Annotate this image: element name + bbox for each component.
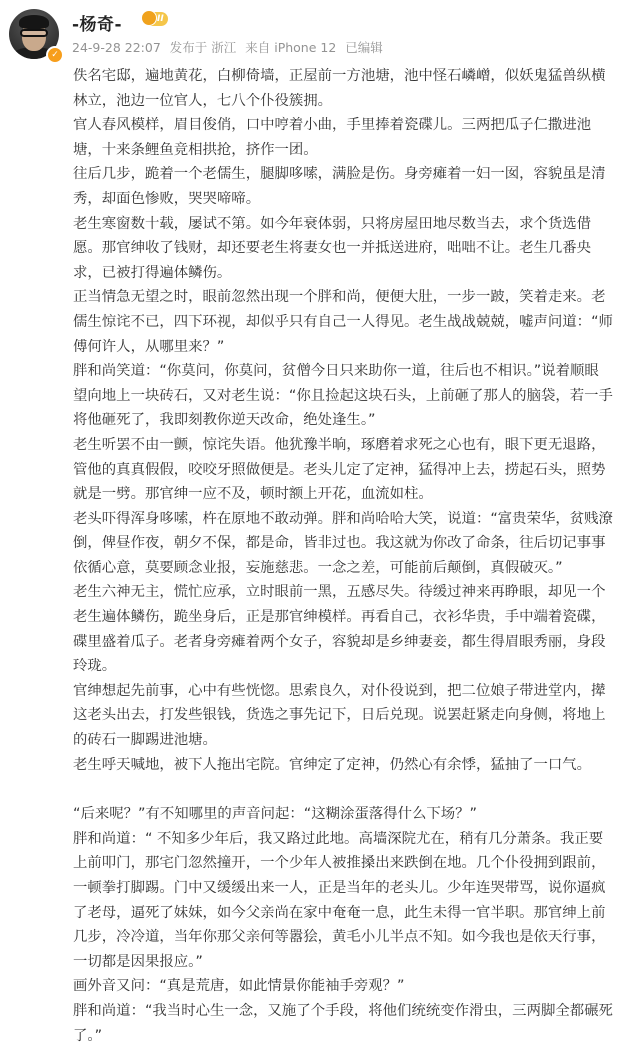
username[interactable]: -杨奇- [72,15,123,35]
post-edited[interactable]: 已编辑 [345,40,383,55]
paragraph: 老头吓得浑身哆嗦，杵在原地不敢动弹。胖和尚哈哈大笑，说道：“富贵荣华，贫贱潦倒，俾昼作夜，朝夕不保，都是命，皆非过也。我这就为你改了命条，往后切记事事依循心意，莫要顾念业报，妄施慈悲。一念之差，可能前后颠倒，真假破灭。” [73,510,613,576]
post-location: 发布于 浙江 [169,40,237,55]
paragraph: 往后几步，跪着一个老儒生，腿脚哆嗦，满脸是伤。身旁瘫着一妇一囡，容貌虽是清秀，却面色惨败，哭哭啼啼。 [73,166,606,207]
paragraph: 老生听罢不由一颤，惊诧失语。他犹豫半晌，琢磨着求死之心也有，眼下更无退路，管他的真真假假，咬咬牙照做便是。老头儿定了定神，猛得冲上去，捞起石头，照势就是一劈。那官绅一应不及，顿时额上开花，血流如柱。 [73,436,606,503]
paragraph: 老生六神无主，慌忙应承，立时眼前一黑，五感尽失。待缓过神来再睁眼，却见一个老生遍体鳞伤，跪坐身后，正是那官绅模样。再看自己，衣衫华贵，手中端着瓷碟，碟里盛着瓜子。老者身旁瘫着两个女子，容貌却是乡绅妻妾，都生得眉眼秀丽，身段玲珑。 [73,584,606,675]
paragraph: 官绅想起先前事，心中有些恍惚。思索良久，对仆役说到，把二位娘子带进堂内，撵这老头出去，打发些银钱，货选之事先记下，日后兑现。说罢赶紧走向身侧，将地上的砖石一脚踢进池塘。 [73,682,606,749]
paragraph-gap [73,777,613,802]
avatar-glasses-shape [20,29,48,37]
avatar-hair-shape [19,15,49,29]
level-badge-text: II [157,14,164,24]
paragraph: 胖和尚笑道：“你莫问，你莫问，贫僧今日只来助你一道，往后也不相识。”说着顺眼望向地上一块砖石，又对老生说：“你且捡起这块石头，上前砸了那人的脑袋，若一手将他砸死了，我即刻教你逆天改命，绝处逢生。” [73,363,613,429]
paragraph: 胖和尚道：“ 不知多少年后，我又路过此地。高墙深院尤在，稍有几分萧条。我正要上前叩门，那宅门忽然撞开，一个少年人被推搡出来跌倒在地。几个仆役拥到跟前，一顿拳打脚踢。门中又缓缓出来一人，正是当年的老头儿。少年连哭带骂，说你逼疯了老母，逼死了妹妹，如今父亲尚在家中奄奄一息，此生未得一官半职。那官绅上前几步，冷冷道，当年你那父亲何等嚣狯，黄毛小儿半点不知。如今我也是依天行事，一切都是因果报应。” [73,830,606,970]
paragraph: 画外音又问：“真是荒唐，如此情景你能袖手旁观？” [73,978,405,995]
paragraph: 老生寒窗数十载，屡试不第。如今年衰体弱，只将房屋田地尽数当去，求个货选借愿。那官绅收了钱财，却还要老生将妻女也一并抵送进府，咄咄不让。老生几番央求，已被打得遍体鳞伤。 [73,215,592,281]
level-badge[interactable] [143,12,168,26]
post-meta [72,38,388,56]
paragraph: 佚名宅邸，遍地黄花，白柳倚墙，正屋前一方池塘，池中怪石嶙嶒，似妖鬼猛兽纵横林立，池边一位官人，七八个仆役簇拥。 [73,68,606,109]
paragraph: 正当情急无望之时，眼前忽然出现一个胖和尚，便便大肚，一步一跛，笑着走来。老儒生惊诧不已，四下环视，却似乎只有自己一人得见。老生战战兢兢，嘘声问道：“师傅何许人，从哪里来？” [73,289,613,355]
post-device: 来自 iPhone 12 [245,40,337,55]
post-header [0,0,622,62]
crown-icon [141,10,157,26]
paragraph: “后来呢？”有不知哪里的声音问起：“这糊涂蛋落得什么下场？” [73,806,477,823]
paragraph: 胖和尚道：“我当时心生一念，又施了个手段，将他们统统变作滑虫，三两脚全都碾死了。” [73,1002,613,1044]
post-time[interactable]: 24-9-28 22:07 [72,40,161,55]
paragraph: 老生呼天喊地，被下人拖出宅院。官绅定了定神，仍然心有余悸，猛抽了一口气。 [73,756,592,773]
post-content [73,64,613,1048]
paragraph: 官人春风模样，眉目俊俏，口中哼着小曲，手里捧着瓷碟儿。三两把瓜子仁撒进池塘，十来条鲤鱼竞相拱抢，挤作一团。 [73,117,592,158]
verified-icon: ✓ [46,46,64,64]
